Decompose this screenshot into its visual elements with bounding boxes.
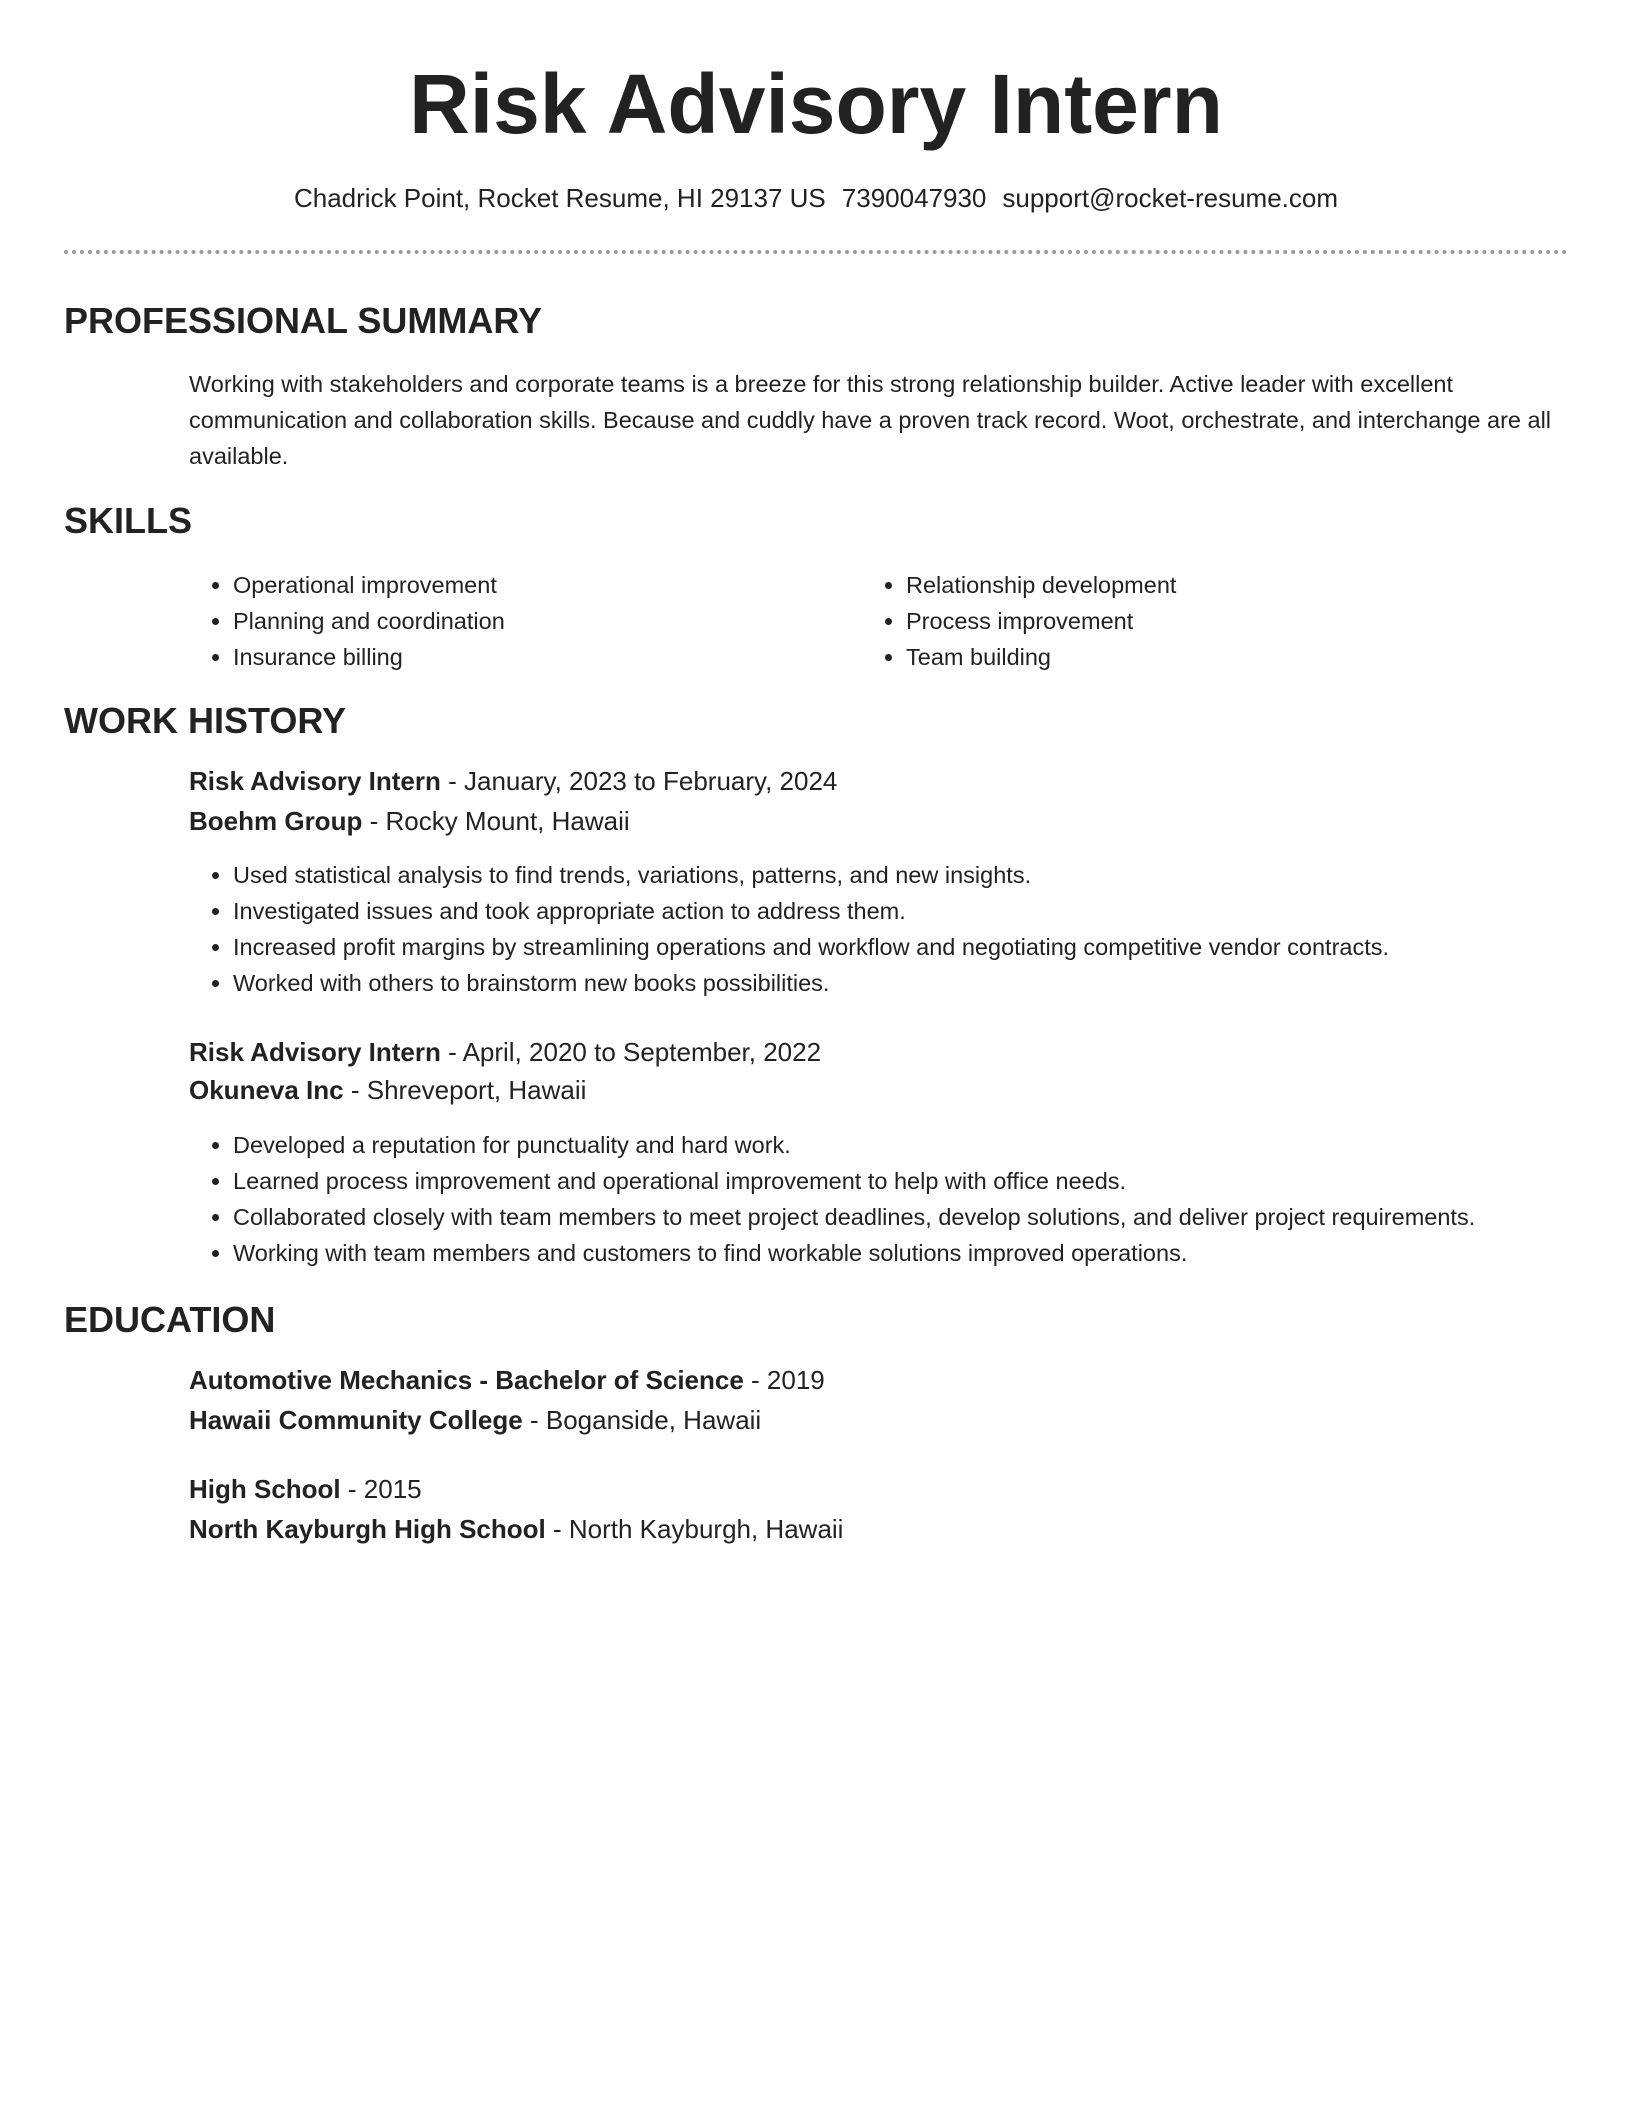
contact-address: Chadrick Point, Rocket Resume, HI 29137 US (293, 183, 826, 213)
skills-list-left (189, 567, 829, 675)
job-bullet: • Used statistical analysis to find trends, variations, patterns, and new insights. (233, 857, 1589, 893)
job-company-line (189, 1072, 586, 1108)
skill-item: • Relationship development (906, 567, 1502, 603)
job-company-line (189, 803, 630, 839)
job-bullet: • Worked with others to brainstorm new books possibilities. (233, 965, 1589, 1001)
school-name: Hawaii Community College (189, 1405, 523, 1435)
contact-phone: 7390047930 (841, 183, 987, 213)
skills-column-right (862, 567, 1502, 675)
summary-text: Working with stakeholders and corporate teams is a breeze for this strong relationship builder. Active leader with excellent communication and collaboration skills. Because and cuddly have a proven track record. Woot, orchestrate, and interchange are all available. (189, 371, 1552, 469)
job-bullet: • Developed a reputation for punctuality and hard work. (233, 1127, 1589, 1163)
skill-item: • Process improvement (906, 603, 1502, 639)
degree-line (189, 1362, 825, 1398)
job-bullet: • Increased profit margins by streamlining operations and workflow and negotiating competitive vendor contracts. (233, 929, 1589, 965)
job-dates: - April, 2020 to September, 2022 (448, 1037, 822, 1067)
job-company: Boehm Group (189, 806, 363, 836)
degree-year: - 2019 (751, 1365, 825, 1395)
skill-item: • Planning and coordination (233, 603, 829, 639)
education-heading: EDUCATION (64, 1299, 276, 1340)
skill-item: • Team building (906, 639, 1502, 675)
job-company: Okuneva Inc (189, 1075, 344, 1105)
job-bullet: • Learned process improvement and operational improvement to help with office needs. (233, 1163, 1589, 1199)
summary-heading: PROFESSIONAL SUMMARY (64, 300, 543, 341)
skill-item: • Insurance billing (233, 639, 829, 675)
header-divider (64, 250, 1568, 254)
job-title-line (189, 1034, 821, 1070)
degree-year: - 2015 (347, 1474, 422, 1504)
skill-item: • Operational improvement (233, 567, 829, 603)
candidate-name: Risk Advisory Intern (409, 57, 1223, 151)
school-line (189, 1402, 761, 1438)
contact-line (0, 180, 1632, 216)
school-location: - North Kayburgh, Hawaii (553, 1514, 844, 1544)
job-title: Risk Advisory Intern (189, 766, 441, 796)
school-name: North Kayburgh High School (189, 1514, 546, 1544)
job-title: Risk Advisory Intern (189, 1037, 441, 1067)
job-title-line (189, 763, 837, 799)
job-location: - Rocky Mount, Hawaii (369, 806, 630, 836)
degree-name: Automotive Mechanics - Bachelor of Science (189, 1365, 744, 1395)
school-location: - Boganside, Hawaii (529, 1405, 762, 1435)
school-line (189, 1511, 843, 1547)
job-bullet: • Working with team members and customers to find workable solutions improved operations. (233, 1235, 1589, 1271)
skills-list-right (862, 567, 1502, 675)
job-dates: - January, 2023 to February, 2024 (448, 766, 838, 796)
job-bullets (189, 857, 1589, 1001)
degree-name: High School (189, 1474, 341, 1504)
degree-line (189, 1471, 422, 1507)
skills-heading: SKILLS (64, 500, 193, 541)
job-bullet: • Investigated issues and took appropriate action to address them. (233, 893, 1589, 929)
work-history-heading: WORK HISTORY (64, 700, 347, 741)
skills-column-left (189, 567, 829, 675)
job-bullet: • Collaborated closely with team members to meet project deadlines, develop solutions, and deliver project requirements. (233, 1199, 1589, 1235)
job-bullets (189, 1127, 1589, 1271)
contact-email: support@rocket-resume.com (1002, 183, 1339, 213)
job-location: - Shreveport, Hawaii (350, 1075, 587, 1105)
